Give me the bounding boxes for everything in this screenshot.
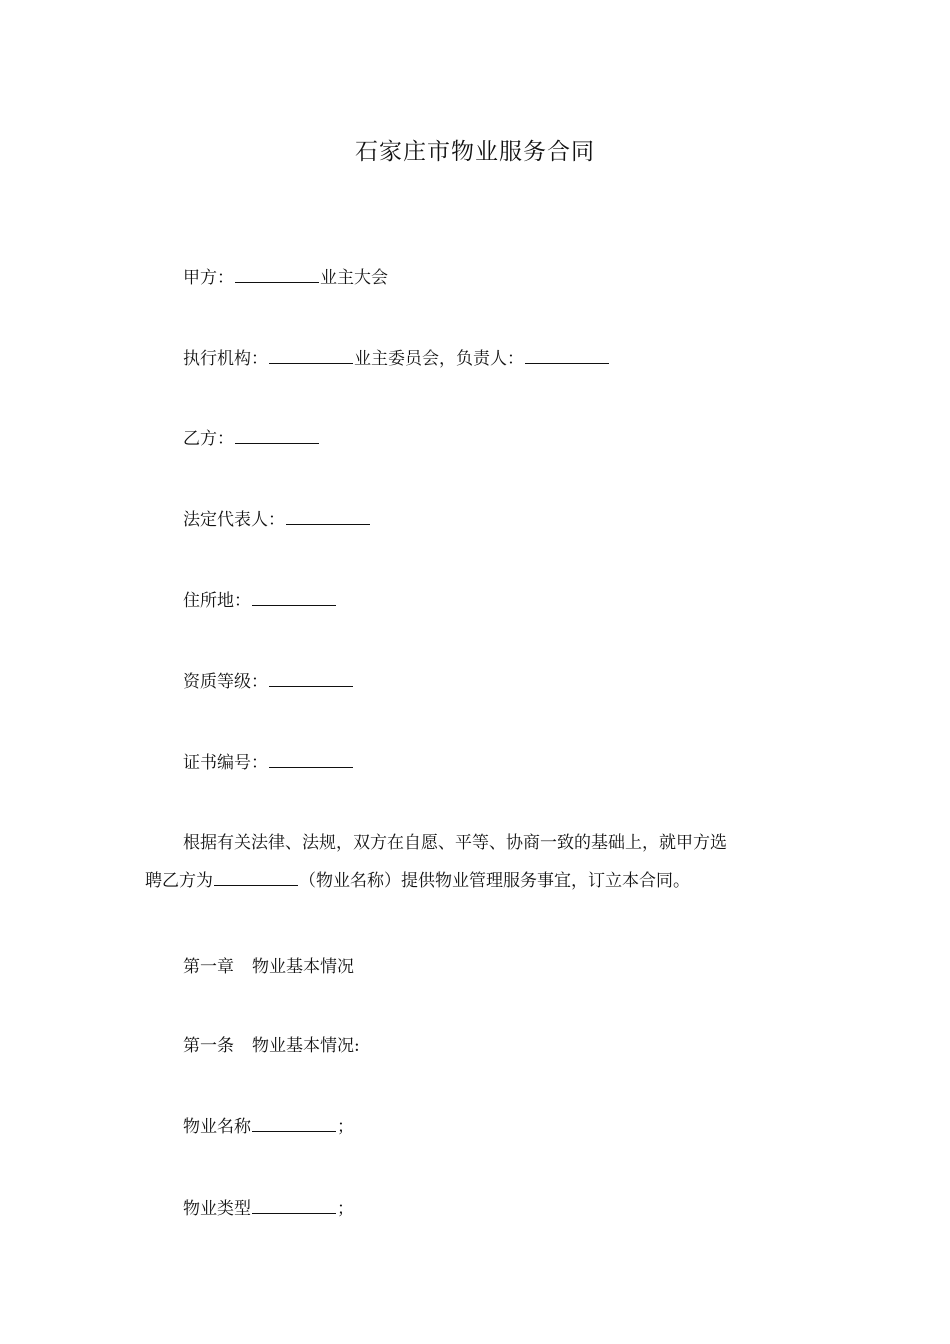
party-a-suffix: 业主大会 [320,268,388,288]
qualification-label: 资质等级： [183,672,268,692]
certificate-label: 证书编号： [183,753,268,773]
party-b-label: 乙方： [183,429,234,449]
intro-paragraph [145,828,805,896]
address-label: 住所地： [183,591,251,611]
property-type-end: ； [337,1199,354,1219]
responsible-person-blank[interactable] [525,345,609,364]
document-title: 石家庄市物业服务合同 [355,139,595,165]
intro-line-1: 根据有关法律、法规，双方在自愿、平等、协商一致的基础上，就甲方选 [183,833,727,853]
executive-body-label: 执行机构： [183,349,268,369]
certificate-line [183,749,354,776]
property-type-label: 物业类型 [183,1199,251,1219]
property-type-blank[interactable] [252,1195,336,1214]
party-b-blank[interactable] [235,425,319,444]
intro-line-2 [145,866,805,896]
intro-line-2-suffix: （物业名称）提供物业管理服务事宜，订立本合同。 [299,871,690,891]
chapter-1-title: 物业基本情况 [252,957,354,977]
party-b-line [183,425,320,452]
party-a-blank[interactable] [235,264,319,283]
intro-line-2-prefix: 聘乙方为 [145,871,213,891]
property-name-label: 物业名称 [183,1117,251,1137]
party-a-label: 甲方： [183,268,234,288]
article-1-title: 物业基本情况: [252,1036,360,1056]
article-1-number: 第一条 [183,1036,234,1056]
chapter-1-heading [183,954,354,980]
property-name-blank[interactable] [252,1113,336,1132]
executive-body-blank[interactable] [269,345,353,364]
party-a-line [183,264,388,291]
property-name-inline-blank[interactable] [214,867,298,886]
legal-rep-line [183,506,371,533]
legal-rep-label: 法定代表人： [183,510,285,530]
qualification-blank[interactable] [269,668,353,687]
property-type-line [183,1195,354,1222]
executive-body-middle: 业主委员会，负责人： [354,349,524,369]
article-1-heading [183,1033,360,1059]
address-blank[interactable] [252,587,336,606]
property-name-line [183,1113,354,1140]
property-name-end: ； [337,1117,354,1137]
certificate-blank[interactable] [269,749,353,768]
legal-rep-blank[interactable] [286,506,370,525]
chapter-1-number: 第一章 [183,957,234,977]
address-line [183,587,337,614]
qualification-line [183,668,354,695]
executive-body-line [183,345,610,372]
